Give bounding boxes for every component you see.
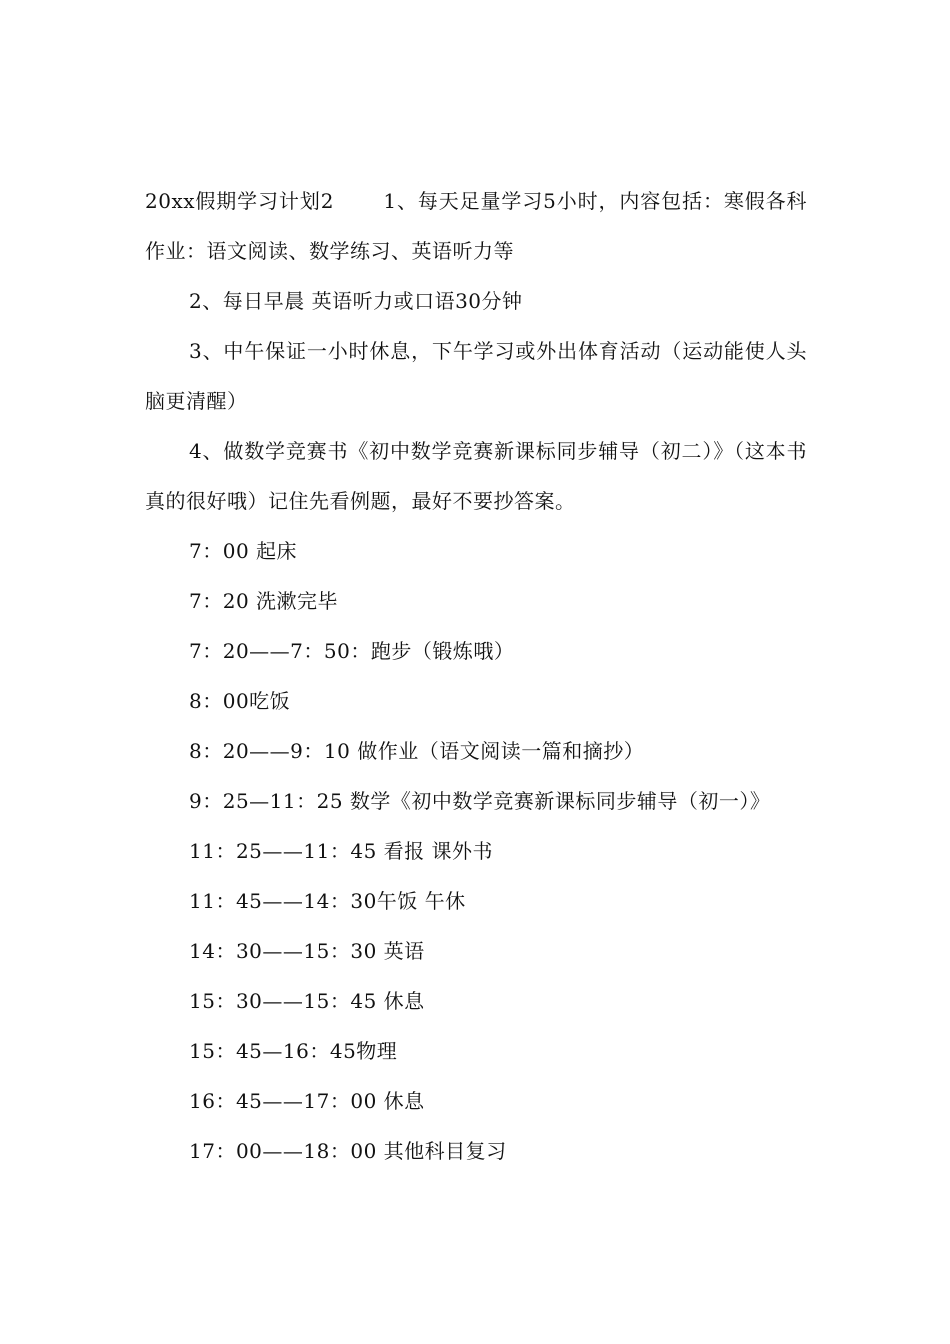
schedule-line: 11：45——14：30午饭 午休 — [189, 889, 466, 913]
schedule-line: 11：25——11：45 看报 课外书 — [189, 839, 494, 863]
document-body — [145, 176, 807, 1176]
schedule-line: 9：25—11：25 数学《初中数学竞赛新课标同步辅导（初一）》 — [189, 789, 771, 813]
schedule-line: 7：00 起床 — [189, 539, 298, 563]
schedule-line: 8：20——9：10 做作业（语文阅读一篇和摘抄） — [189, 739, 645, 763]
schedule-line: 15：45—16：45物理 — [189, 1039, 398, 1063]
paragraph-item-2: 2、每日早晨 英语听力或口语30分钟 — [189, 289, 523, 313]
schedule-line: 15：30——15：45 休息 — [189, 989, 425, 1013]
schedule-line: 14：30——15：30 英语 — [189, 939, 425, 963]
schedule-line: 16：45——17：00 休息 — [189, 1089, 425, 1113]
schedule-line: 7：20——7：50：跑步（锻炼哦） — [189, 639, 515, 663]
paragraph-title-item-1: 20xx假期学习计划2 1、每天足量学习5小时，内容包括：寒假各科作业：语文阅读、数学练习、英语听力等 — [145, 189, 807, 263]
schedule-line: 7：20 洗漱完毕 — [189, 589, 339, 613]
schedule-line: 8：00吃饭 — [189, 689, 291, 713]
paragraph-item-4: 4、做数学竞赛书《初中数学竞赛新课标同步辅导（初二）》（这本书真的很好哦）记住先看例题，最好不要抄答案。 — [145, 439, 807, 513]
paragraph-item-3: 3、中午保证一小时休息，下午学习或外出体育活动（运动能使人头脑更清醒） — [145, 339, 807, 413]
schedule-line: 17：00——18：00 其他科目复习 — [189, 1139, 507, 1163]
